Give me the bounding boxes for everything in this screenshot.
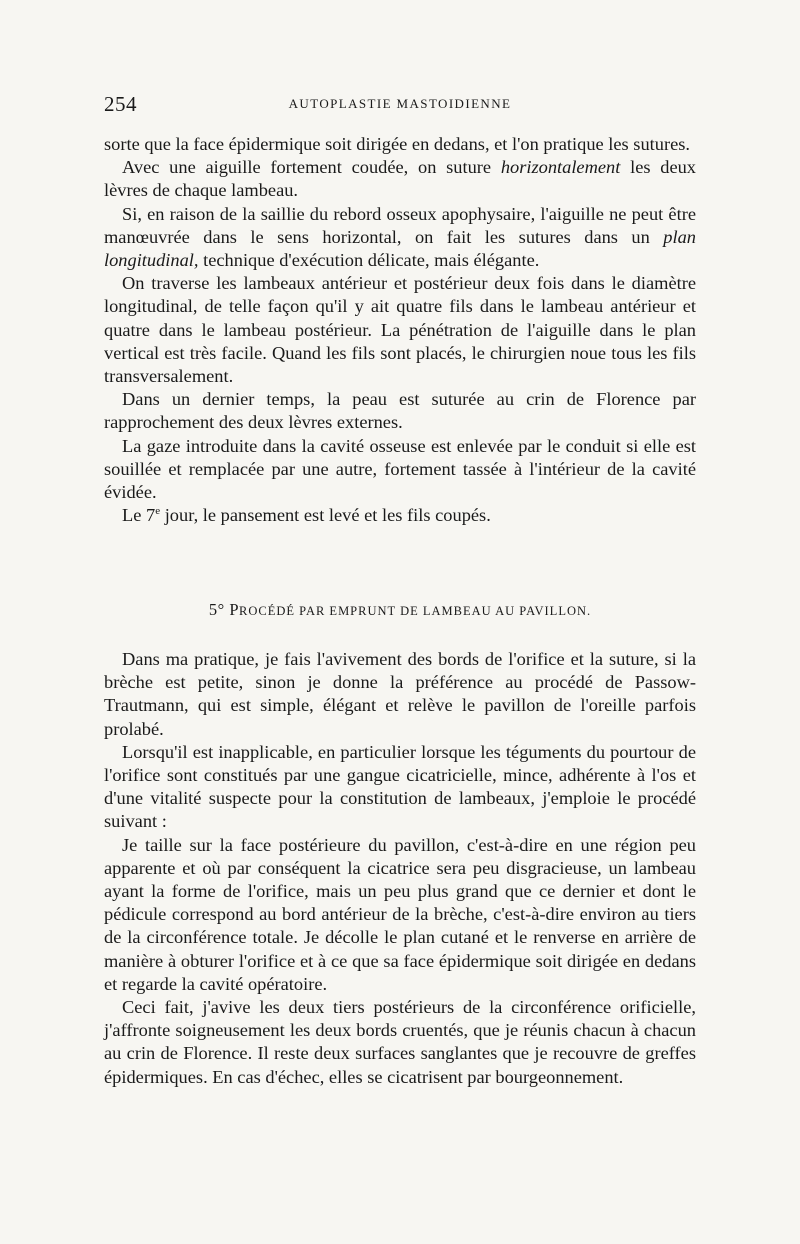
ordinal-superscript: e [155, 505, 161, 518]
text-block-section-5 [104, 648, 696, 1089]
text-run: Avec une aiguille fortement coudée, on suture [122, 157, 501, 178]
paragraph [104, 203, 696, 273]
text-run: les deux lèvres de chaque lambeau. [104, 157, 696, 201]
paragraph: Je taille sur la face postérieure du pavillon, c'est-à-dire en une région peu apparente et où par conséquent la cicatrice sera peu disgracieuse, un lambeau ayant la forme de l'orifice, mais un peu plus grand que ce dernier et dont le pédicule correspond au bord antérieur de la brèche, c'est-à-dire environ au tiers de la circonférence totale. Je décolle le plan cutané et le renverse en arrière de manière à obturer l'orifice et à ce que sa face épidermique soit dirigée en dedans et regarde la cavité opératoire. [104, 834, 696, 994]
paragraph: On traverse les lambeaux antérieur et postérieur deux fois dans le diamètre longitudinal, de telle façon qu'il y ait quatre fils dans le lambeau antérieur et quatre dans le lambeau postérieur. La pénétration de l'aiguille dans le plan vertical est très facile. Quand les fils sont placés, le chirurgien noue tous les fils transversalement. [104, 273, 696, 387]
page-header [104, 92, 696, 116]
running-head: AUTOPLASTIE MASTOIDIENNE [288, 96, 512, 111]
text-run: jour, le pansement est levé et les fils coupés. [160, 505, 491, 526]
paragraph: sorte que la face épidermique soit dirigée en dedans, et l'on pratique les sutures. [104, 134, 690, 154]
paragraph: Lorsqu'il est inapplicable, en particulier lorsque les téguments du pourtour de l'orifice sont constitués par une gangue cicatricielle, mince, adhérente à l'os et d'une vitalité suspecte pour la constitution de lambeaux, j'emploie le procédé suivant : [104, 741, 696, 832]
paragraph: Dans ma pratique, je fais l'avivement des bords de l'orifice et la suture, si la brèche est petite, sinon je donne la préférence au procédé de Passow-Trautmann, qui est simple, élégant et relève le pavillon de l'oreille parfois prolabé. [104, 649, 696, 739]
italic-term: horizontalement [500, 157, 621, 178]
text-run: Si, en raison de la saillie du rebord osseux apophysaire, l'aiguille ne peut être manœuvrée dans le sens horizontal, on fait les sutures dans un [104, 203, 696, 247]
paragraph: Dans un dernier temps, la peau est suturée au crin de Florence par rapprochement des deux lèvres externes. [104, 389, 696, 433]
paragraph [104, 504, 696, 527]
paragraph: La gaze introduite dans la cavité osseuse est enlevée par le conduit si elle est souillée et remplacée par une autre, fortement tassée à l'intérieur de la cavité évidée. [104, 435, 696, 503]
heading-initial: P [229, 600, 240, 619]
text-run: Le 7 [122, 505, 156, 526]
section-heading [104, 600, 696, 620]
heading-number: 5° [208, 600, 230, 619]
paragraph: Ceci fait, j'avive les deux tiers postérieurs de la circonférence orificielle, j'affronte soigneusement les deux bords cruentés, que je réunis chacun à chacun au crin de Florence. Il reste deux surfaces sanglantes que je recouvre de greffes épidermiques. En cas d'échec, elles se cicatrisent par bourgeonnement. [104, 997, 696, 1087]
paragraph [104, 156, 696, 202]
heading-text: ROCÉDÉ PAR EMPRUNT DE LAMBEAU AU PAVILLON. [239, 604, 592, 618]
page-number: 254 [104, 92, 137, 116]
text-block-procedure-end [104, 133, 696, 527]
text-run: technique d'exécution délicate, mais élégante. [198, 250, 540, 271]
italic-term: plan longitudinal, [104, 226, 696, 271]
